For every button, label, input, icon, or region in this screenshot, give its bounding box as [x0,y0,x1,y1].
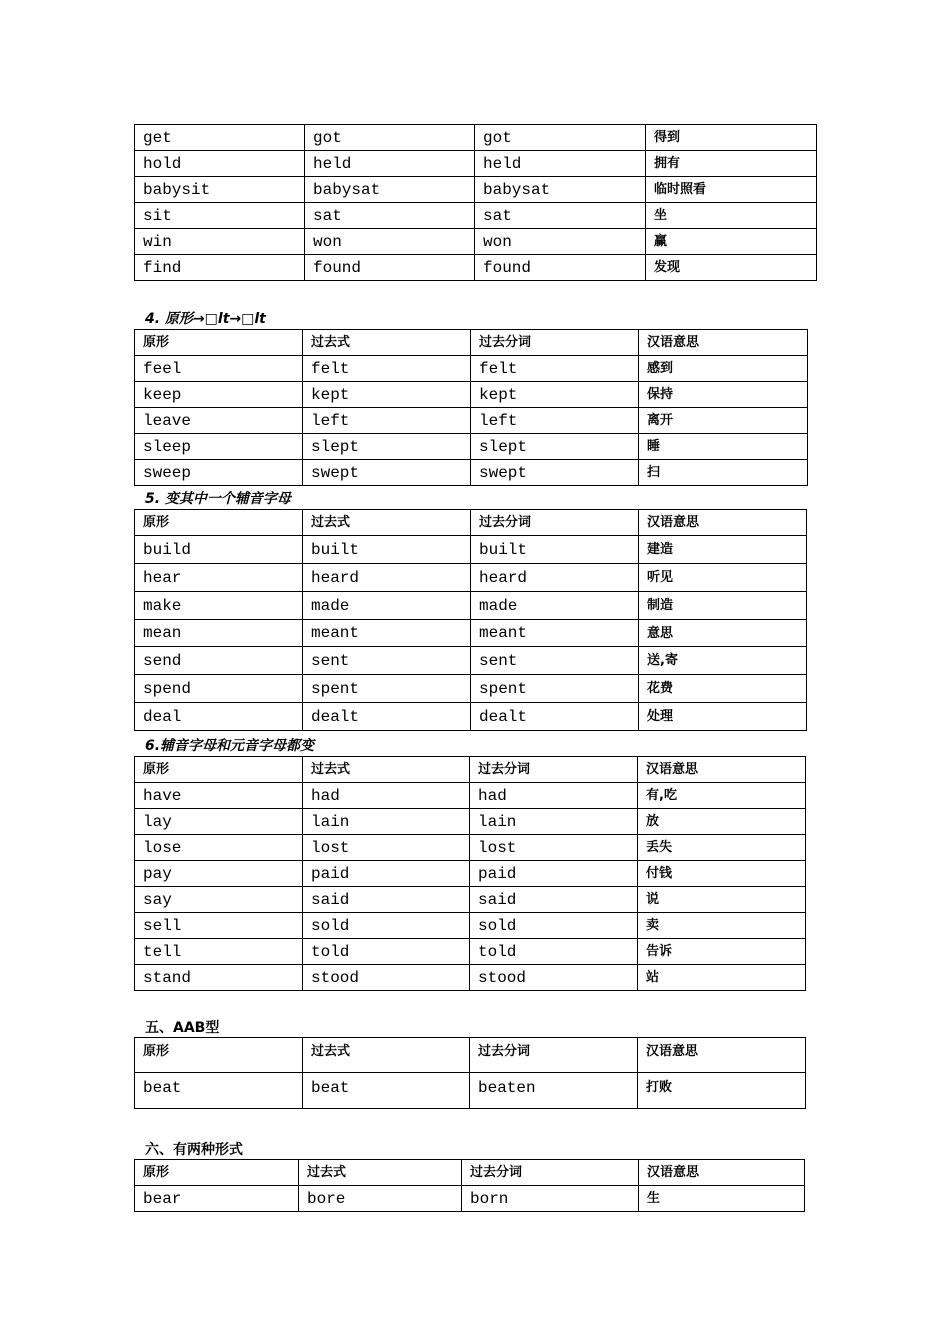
header-past: 过去式 [303,510,471,536]
cell-base: win [135,229,305,255]
table-body [135,1038,806,1109]
cell-base: hear [135,564,303,592]
cell-participle: dealt [471,703,639,731]
table-row [135,783,806,809]
table-header-row [135,1038,806,1073]
table-row [135,1073,806,1109]
cell-past: had [303,783,470,809]
table-row [135,255,817,281]
header-meaning: 汉语意思 [639,330,808,356]
table-body [135,757,806,991]
table-row [135,125,817,151]
table-row [135,861,806,887]
cell-meaning: 生 [639,1186,805,1212]
cell-base: lose [135,835,303,861]
cell-meaning: 赢 [646,229,817,255]
table-row [135,1186,805,1212]
cell-meaning: 有,吃 [638,783,806,809]
table-row [135,965,806,991]
cell-meaning: 发现 [646,255,817,281]
header-base: 原形 [135,510,303,536]
header-participle: 过去分词 [462,1160,639,1186]
header-base: 原形 [135,757,303,783]
cell-base: get [135,125,305,151]
section-heading-5: 5. 变其中一个辅音字母 [145,491,291,507]
cell-base: say [135,887,303,913]
header-meaning: 汉语意思 [639,1160,805,1186]
cell-past: lain [303,809,470,835]
table-row [135,177,817,203]
cell-participle: swept [471,460,639,486]
cell-participle: made [471,592,639,620]
table-row [135,620,807,647]
table-row [135,382,808,408]
cell-participle: held [475,151,646,177]
table-row [135,913,806,939]
table-row [135,536,807,564]
cell-participle: lost [470,835,638,861]
cell-meaning: 丢失 [638,835,806,861]
table-body [135,125,817,281]
table-row [135,939,806,965]
table-row [135,460,808,486]
cell-participle: born [462,1186,639,1212]
cell-meaning: 付钱 [638,861,806,887]
header-past: 过去式 [303,330,471,356]
cell-base: pay [135,861,303,887]
cell-past: bore [299,1186,462,1212]
cell-past: babysat [305,177,475,203]
cell-past: slept [303,434,471,460]
cell-participle: beaten [470,1073,638,1109]
cell-meaning: 得到 [646,125,817,151]
cell-past: heard [303,564,471,592]
cell-past: dealt [303,703,471,731]
cell-past: paid [303,861,470,887]
cell-meaning: 送,寄 [639,647,807,675]
cell-past: told [303,939,470,965]
cell-participle: said [470,887,638,913]
table-body [135,1160,805,1212]
header-base: 原形 [135,330,303,356]
cell-base: hold [135,151,305,177]
cell-past: left [303,408,471,434]
table-header-row [135,330,808,356]
header-past: 过去式 [303,1038,470,1073]
section-heading-two-forms: 六、有两种形式 [145,1142,243,1158]
cell-past: held [305,151,475,177]
cell-meaning: 处理 [639,703,807,731]
cell-base: build [135,536,303,564]
cell-past: spent [303,675,471,703]
cell-participle: felt [471,356,639,382]
verb-table-aab [134,1037,806,1109]
table-row [135,434,808,460]
cell-past: beat [303,1073,470,1109]
cell-past: swept [303,460,471,486]
cell-base: stand [135,965,303,991]
cell-base: send [135,647,303,675]
cell-base: spend [135,675,303,703]
cell-meaning: 告诉 [638,939,806,965]
table-row [135,592,807,620]
cell-past: meant [303,620,471,647]
table-row [135,356,808,382]
cell-participle: lain [470,809,638,835]
cell-meaning: 卖 [638,913,806,939]
header-participle: 过去分词 [471,330,639,356]
table-row [135,835,806,861]
cell-base: keep [135,382,303,408]
cell-participle: paid [470,861,638,887]
cell-base: mean [135,620,303,647]
cell-meaning: 说 [638,887,806,913]
cell-past: found [305,255,475,281]
cell-base: lay [135,809,303,835]
cell-past: felt [303,356,471,382]
cell-participle: sat [475,203,646,229]
table-row [135,564,807,592]
cell-meaning: 花费 [639,675,807,703]
header-meaning: 汉语意思 [638,757,806,783]
cell-participle: found [475,255,646,281]
verb-table-5 [134,509,807,731]
header-participle: 过去分词 [471,510,639,536]
cell-past: won [305,229,475,255]
cell-meaning: 站 [638,965,806,991]
cell-participle: got [475,125,646,151]
table-row [135,647,807,675]
cell-base: beat [135,1073,303,1109]
header-participle: 过去分词 [470,757,638,783]
cell-past: said [303,887,470,913]
cell-meaning: 意思 [639,620,807,647]
cell-participle: babysat [475,177,646,203]
verb-table-4 [134,329,808,486]
cell-base: leave [135,408,303,434]
table-row [135,229,817,255]
table-header-row [135,757,806,783]
cell-meaning: 感到 [639,356,808,382]
verb-table-two-forms [134,1159,805,1212]
table-body [135,330,808,486]
cell-base: make [135,592,303,620]
cell-base: deal [135,703,303,731]
cell-meaning: 临时照看 [646,177,817,203]
cell-base: have [135,783,303,809]
table-body [135,510,807,731]
cell-base: sleep [135,434,303,460]
cell-meaning: 坐 [646,203,817,229]
cell-participle: heard [471,564,639,592]
cell-participle: won [475,229,646,255]
table-row [135,675,807,703]
cell-meaning: 建造 [639,536,807,564]
table-row [135,887,806,913]
cell-past: sat [305,203,475,229]
table-header-row [135,1160,805,1186]
cell-participle: had [470,783,638,809]
cell-meaning: 睡 [639,434,808,460]
header-past: 过去式 [299,1160,462,1186]
cell-base: sell [135,913,303,939]
header-meaning: 汉语意思 [639,510,807,536]
table-row [135,203,817,229]
cell-past: sold [303,913,470,939]
header-participle: 过去分词 [470,1038,638,1073]
cell-past: made [303,592,471,620]
cell-past: built [303,536,471,564]
verb-table-continued [134,124,817,281]
header-base: 原形 [135,1160,299,1186]
cell-participle: stood [470,965,638,991]
cell-past: stood [303,965,470,991]
table-row [135,408,808,434]
cell-participle: built [471,536,639,564]
cell-participle: kept [471,382,639,408]
header-past: 过去式 [303,757,470,783]
cell-participle: told [470,939,638,965]
verb-table-6 [134,756,806,991]
cell-base: sit [135,203,305,229]
table-header-row [135,510,807,536]
section-heading-6: 6.辅音字母和元音字母都变 [145,738,315,754]
cell-meaning: 拥有 [646,151,817,177]
table-row [135,809,806,835]
cell-participle: meant [471,620,639,647]
cell-base: find [135,255,305,281]
cell-past: sent [303,647,471,675]
cell-meaning: 离开 [639,408,808,434]
cell-past: got [305,125,475,151]
cell-meaning: 制造 [639,592,807,620]
header-base: 原形 [135,1038,303,1073]
table-row [135,703,807,731]
cell-participle: spent [471,675,639,703]
cell-meaning: 扫 [639,460,808,486]
cell-participle: slept [471,434,639,460]
cell-participle: sent [471,647,639,675]
cell-base: bear [135,1186,299,1212]
cell-meaning: 放 [638,809,806,835]
cell-base: tell [135,939,303,965]
cell-participle: sold [470,913,638,939]
cell-participle: left [471,408,639,434]
cell-meaning: 保持 [639,382,808,408]
cell-meaning: 打败 [638,1073,806,1109]
section-heading-aab: 五、AAB型 [145,1020,220,1036]
table-row [135,151,817,177]
cell-past: kept [303,382,471,408]
section-heading-4: 4. 原形→□lt→□lt [145,311,266,327]
header-meaning: 汉语意思 [638,1038,806,1073]
cell-base: feel [135,356,303,382]
cell-base: sweep [135,460,303,486]
cell-base: babysit [135,177,305,203]
cell-meaning: 听见 [639,564,807,592]
cell-past: lost [303,835,470,861]
